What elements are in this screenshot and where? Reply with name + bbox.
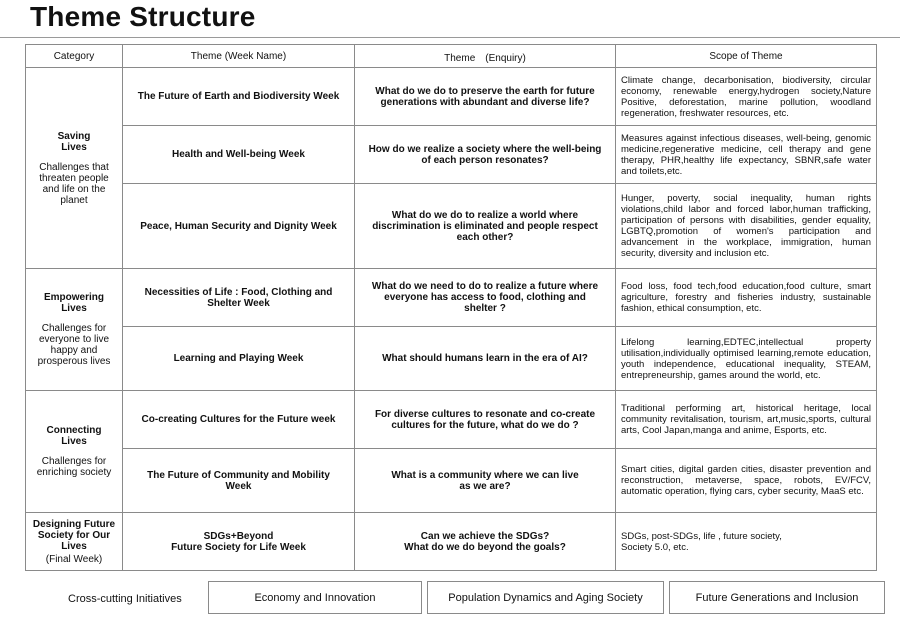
category-subtitle: Challenges for everyone to live happy and prosperous lives: [37, 323, 111, 367]
enquiry: What do we do to realize a world where discrimination is eliminated and people respect each other?: [355, 184, 616, 269]
category-subtitle: (Final Week): [45, 553, 103, 565]
theme-table: [25, 44, 877, 571]
enquiry: What should humans learn in the era of AI?: [355, 327, 616, 391]
table-row: [26, 391, 877, 449]
week-name: Co-creating Cultures for the Future week: [123, 391, 355, 449]
scope: Hunger, poverty, social inequality, human rights violations,child labor and forced labor,human trafficking, participation of persons with disabilities, gender equality, LGBTQ,promotion of women's participation and advancement in the workplace, immigration, human security, diversity and inclusion etc.: [616, 184, 877, 269]
enquiry: Can we achieve the SDGs? What do we do beyond the goals?: [355, 513, 616, 571]
header-enquiry: Theme (Enquiry): [355, 45, 616, 68]
page-title: Theme Structure: [30, 1, 256, 32]
category-title: Empowering Lives: [43, 292, 104, 314]
category-empowering-lives: [26, 269, 123, 391]
header-week-name: Theme (Week Name): [123, 45, 355, 68]
enquiry: What do we need to do to realize a future where everyone has access to food, clothing and shelter ?: [355, 269, 616, 327]
week-name: Necessities of Life : Food, Clothing and Shelter Week: [123, 269, 355, 327]
table-header-row: [26, 45, 877, 68]
scope: Traditional performing art, historical heritage, local community revitalisation, tourism, art,music,sports, cultural arts, Cool Japan,manga and anime, Esports, etc.: [616, 391, 877, 449]
category-connecting-lives: [26, 391, 123, 513]
enquiry: What do we do to preserve the earth for future generations with abundant and diverse life?: [355, 68, 616, 126]
category-designing-future-society: [26, 513, 123, 571]
table-row: [26, 269, 877, 327]
week-name: The Future of Earth and Biodiversity Week: [123, 68, 355, 126]
scope: Climate change, decarbonisation, biodiversity, circular economy, renewable energy,hydrogen society,Nature Positive, deforestation, marine pollution, woodland regeneration, freshwater resources, etc.: [616, 68, 877, 126]
table-row: [26, 184, 877, 269]
cross-cutting-label: Cross-cutting Initiatives: [68, 593, 182, 605]
week-name: SDGs+Beyond Future Society for Life Week: [123, 513, 355, 571]
cross-cutting-item-economy: Economy and Innovation: [208, 581, 422, 614]
category-saving-lives: [26, 68, 123, 269]
scope: Food loss, food tech,food education,food culture, smart agriculture, forestry and fisheries industry, sustainable fashion, ethical consumption, etc.: [616, 269, 877, 327]
category-subtitle: Challenges for enriching society: [36, 456, 112, 478]
scope: Measures against infectious diseases, well-being, genomic medicine,regenerative medicine, cell therapy and gene therapy, PHR,healthy life expectancy, SBNR,safe water and toilets,etc.: [616, 126, 877, 184]
header-scope: Scope of Theme: [616, 45, 877, 68]
week-name: Learning and Playing Week: [123, 327, 355, 391]
enquiry: What is a community where we can live as we are?: [355, 449, 616, 513]
scope: SDGs, post-SDGs, life , future society, Society 5.0, etc.: [616, 513, 877, 571]
title-divider: [0, 37, 900, 38]
category-title: Connecting Lives: [46, 425, 102, 447]
scope: Smart cities, digital garden cities, disaster prevention and reconstruction, metaverse, space, robots, EV/FCV, automatic operation, flying cars, cyber security, MaaS etc.: [616, 449, 877, 513]
table-row: [26, 513, 877, 571]
table-row: [26, 68, 877, 126]
cross-cutting-item-population: Population Dynamics and Aging Society: [427, 581, 664, 614]
category-subtitle: Challenges that threaten people and life on the planet: [39, 161, 109, 206]
header-category: Category: [26, 45, 123, 68]
cross-cutting-item-future-generations: Future Generations and Inclusion: [669, 581, 885, 614]
table-row: [26, 449, 877, 513]
category-title: Saving Lives: [57, 130, 91, 153]
week-name: The Future of Community and Mobility Week: [123, 449, 355, 513]
enquiry: For diverse cultures to resonate and co-create cultures for the future, what do we do ?: [355, 391, 616, 449]
table-row: [26, 327, 877, 391]
scope: Lifelong learning,EDTEC,intellectual property utilisation,individually optimised learning,remote education, youth independence, educational inequality, STEAM, entrepreneurship, games around the world, etc.: [616, 327, 877, 391]
enquiry: How do we realize a society where the well-being of each person resonates?: [355, 126, 616, 184]
week-name: Peace, Human Security and Dignity Week: [123, 184, 355, 269]
table-row: [26, 126, 877, 184]
week-name: Health and Well-being Week: [123, 126, 355, 184]
category-title: Designing Future Society for Our Lives: [32, 518, 116, 552]
